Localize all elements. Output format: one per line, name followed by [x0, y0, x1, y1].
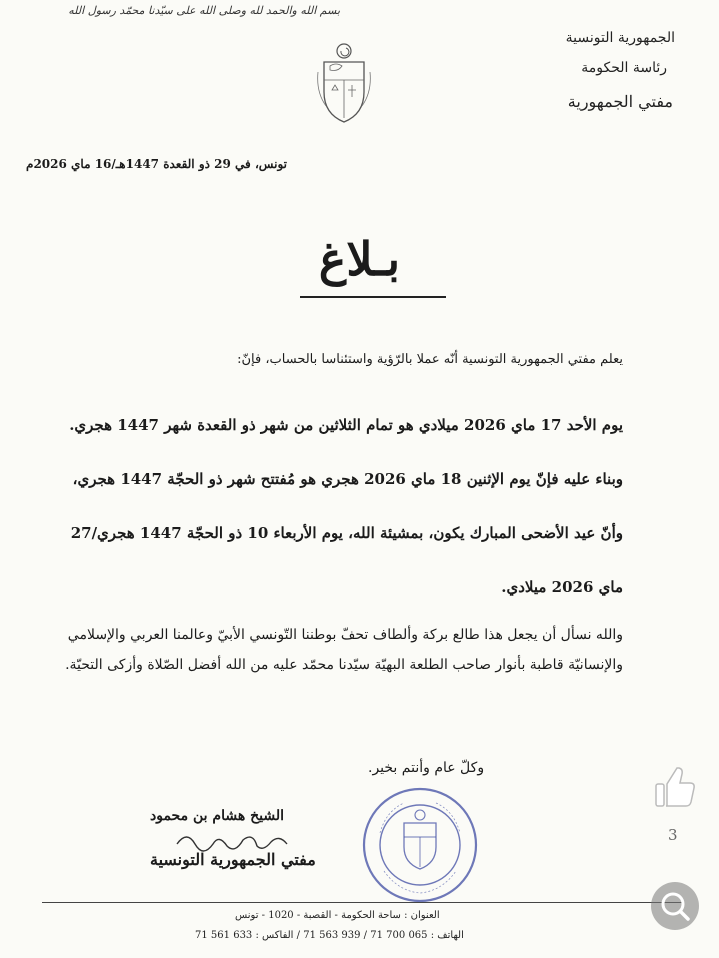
prayer-paragraph: والله نسأل أن يجعل هذا طالع بركة وألطاف تحفّ بوطننا التّونسي الأبيّ وعالمنا العربي والإسلامي والإنسانيّة قاطبة بأنوار صاحب الطلعة البهيّة سيّدنا محمّد عليه من الله أفضل الصّلاة وأزكى التحيّة. — [65, 627, 623, 673]
footer-divider — [42, 902, 682, 903]
page-title: بـلاغ — [318, 232, 401, 286]
signatory-title: مفتي الجمهورية التونسية — [150, 850, 316, 869]
search-icon — [651, 882, 699, 930]
title-underline — [300, 296, 446, 298]
tunisia-coat-of-arms-icon — [316, 42, 372, 130]
official-stamp — [360, 785, 480, 909]
announcement-paragraph: يوم الأحد 17 ماي 2026 ميلادي هو تمام الثلاثين من شهر ذو القعدة شهر 1447 هجري. وبناء عليه فإنّ يوم الإثنين 18 ماي 2026 هجري هو مُفتتح شهر ذو الحجّة 1447 هجري، وأنّ عيد الأضحى المبارك يكون، بمشيئة الله، يوم الأربعاء 10 ذو الحجّة 1447 هجري/27 ماي 2026 ميلادي. — [69, 416, 623, 596]
thumbs-up-icon — [652, 766, 698, 812]
footer-contact: الهاتف : 065 700 71 / 939 563 71 / الفاكس : 633 561 71 — [195, 930, 464, 941]
like-button[interactable] — [652, 766, 698, 812]
document-date: تونس، في 29 ذو القعدة 1447هـ/16 ماي 2026م — [26, 157, 287, 171]
intro-paragraph: يعلم مفتي الجمهورية التونسية أنّه عملا بالرّؤية واستئناسا بالحساب، فإنّ: — [237, 352, 623, 367]
basmala-line: بسم الله والحمد لله وصلى الله على سيّدنا محمّد رسول الله — [68, 4, 340, 17]
header-republic: الجمهورية التونسية — [565, 30, 675, 46]
closing-greeting: وكلّ عام وأنتم بخير. — [368, 760, 485, 776]
header-mufti: مفتي الجمهورية — [567, 92, 673, 111]
header-government: رئاسة الحكومة — [581, 60, 667, 76]
like-count: 3 — [668, 826, 678, 844]
footer-address: العنوان : ساحة الحكومة - القصبة - 1020 - تونس — [235, 910, 440, 921]
signatory-name: الشيخ هشام بن محمود — [150, 808, 284, 824]
search-button[interactable] — [651, 882, 699, 930]
